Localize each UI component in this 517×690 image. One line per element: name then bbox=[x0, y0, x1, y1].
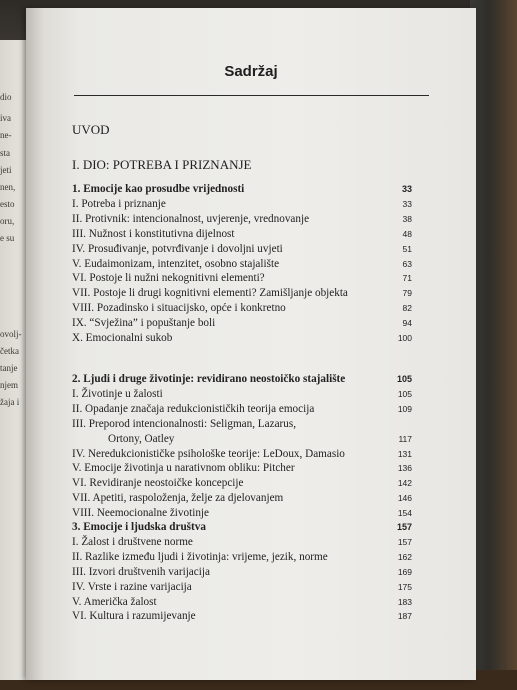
toc-entry bbox=[72, 492, 412, 506]
toc-entry-page: 157 bbox=[397, 537, 412, 548]
toc-entry-page: 131 bbox=[397, 448, 412, 459]
facing-page-fragment: iva bbox=[0, 113, 11, 123]
toc-entry-page: 38 bbox=[402, 214, 412, 225]
book-page bbox=[26, 8, 476, 680]
toc-entry bbox=[72, 198, 412, 212]
toc-chapter-title: 3. Emocije i ljudska društva bbox=[72, 521, 206, 533]
toc-entry bbox=[72, 228, 412, 242]
toc-entry-title: VIII. Neemocionalne životinje bbox=[72, 506, 209, 519]
toc-entry-title: V. Emocije životinja u narativnom obliku: Pitcher bbox=[72, 462, 295, 475]
toc-entry-page: 183 bbox=[397, 596, 412, 607]
toc-entry bbox=[72, 272, 412, 286]
toc-entry-page: 154 bbox=[397, 507, 412, 518]
toc-entry-title: IV. Neredukcionističke psihološke teorije: LeDoux, Damasio bbox=[72, 447, 345, 460]
toc-entry bbox=[72, 507, 412, 521]
toc-entry bbox=[72, 332, 412, 346]
toc-entry-title: III. Nužnost i konstitutivna dijelnost bbox=[72, 228, 235, 240]
toc-entry bbox=[72, 462, 412, 476]
toc-entry-title: I. Potreba i priznanje bbox=[72, 198, 166, 211]
toc-entry bbox=[72, 213, 412, 227]
toc-chapter bbox=[72, 521, 412, 535]
toc-entry-title: III. Preporod intencionalnosti: Seligman, Lazarus, bbox=[72, 418, 297, 430]
toc-entry-title: III. Izvori društvenih varijacija bbox=[72, 566, 210, 578]
toc-entry bbox=[72, 243, 412, 257]
facing-page-fragment: oru, bbox=[0, 216, 15, 226]
toc-entry bbox=[72, 258, 412, 272]
toc-entry-title: V. Eudaimonizam, intenzitet, osobno stajalište bbox=[72, 257, 280, 270]
facing-page-fragment: njem bbox=[0, 380, 18, 390]
toc-entry-title: IX. “Svježina” i popuštanje boli bbox=[72, 316, 216, 329]
toc-entry bbox=[72, 403, 412, 417]
toc-chapter bbox=[72, 183, 412, 197]
page-title: Sadržaj bbox=[224, 63, 278, 80]
toc-entry bbox=[72, 566, 412, 580]
toc-entry-title: VI. Revidiranje neostoičke koncepcije bbox=[72, 477, 244, 490]
toc-entry-page: 48 bbox=[402, 229, 412, 239]
toc-entry-title: VI. Kultura i razumijevanje bbox=[72, 610, 196, 623]
toc-entry-page: 71 bbox=[402, 273, 412, 284]
toc-entry-title: IV. Prosuđivanje, potvrđivanje i dovoljni uvjeti bbox=[72, 242, 283, 255]
part-heading: I. DIO: POTREBA I PRIZNANJE bbox=[72, 157, 252, 172]
toc-entry bbox=[72, 581, 412, 595]
toc-entry-page: 162 bbox=[397, 552, 412, 563]
facing-page-fragment: esto bbox=[0, 199, 15, 209]
toc-entry-page: 79 bbox=[402, 288, 412, 299]
toc-entry-title: I. Žalost i društvene norme bbox=[72, 536, 193, 549]
toc-entry bbox=[72, 448, 412, 462]
toc-entry bbox=[72, 287, 412, 301]
toc-chapter-page: 105 bbox=[396, 374, 412, 384]
toc-entry-page: 82 bbox=[402, 303, 412, 313]
toc-entry bbox=[72, 610, 412, 624]
toc-entry-title: VIII. Pozadinsko i situacijsko, opće i konkretno bbox=[72, 302, 286, 314]
toc-chapter-title: 1. Emocije kao prosudbe vrijednosti bbox=[72, 183, 245, 195]
toc-entry-title: I. Životinje u žalosti bbox=[72, 388, 163, 401]
facing-page-fragment: jeti bbox=[0, 165, 12, 175]
toc-entry bbox=[72, 596, 412, 610]
background-right bbox=[470, 0, 517, 690]
toc-entry-page: 187 bbox=[397, 611, 412, 622]
toc-entry-page: 109 bbox=[397, 404, 412, 415]
toc-entry bbox=[72, 317, 412, 331]
facing-page-fragment: četka bbox=[0, 346, 19, 356]
toc-entry-title: VII. Apetiti, raspoloženja, želje za djelovanjem bbox=[72, 492, 284, 504]
toc-entry-page: 33 bbox=[402, 199, 412, 210]
toc-entry-title: VI. Postoje li nužni nekognitivni elementi? bbox=[72, 272, 265, 285]
facing-page-fragment: dio bbox=[0, 92, 12, 102]
facing-page-fragment: ne- bbox=[0, 130, 12, 140]
toc-chapter-page: 33 bbox=[401, 184, 412, 194]
toc-entry bbox=[72, 418, 412, 432]
toc-chapter-page: 157 bbox=[396, 522, 412, 532]
toc-entry-page: 136 bbox=[397, 463, 412, 474]
toc-entry bbox=[72, 551, 412, 565]
facing-page-fragment: tanje bbox=[0, 363, 18, 373]
toc-entry bbox=[72, 477, 412, 491]
toc-entry-title: II. Protivnik: intencionalnost, uvjerenje, vrednovanje bbox=[72, 213, 310, 226]
toc-entry-page: 105 bbox=[397, 389, 412, 400]
toc-entry bbox=[72, 536, 412, 550]
toc-entry-title: Ortony, Oatley bbox=[108, 432, 175, 445]
facing-page-fragment: žaja i bbox=[0, 397, 20, 407]
facing-page-fragment: nen, bbox=[0, 182, 16, 192]
title-divider bbox=[74, 95, 429, 96]
toc-entry-title: II. Razlike između ljudi i životinja: vrijeme, jezik, norme bbox=[72, 551, 328, 564]
toc-chapter bbox=[72, 373, 412, 387]
toc-entry-page: 100 bbox=[397, 332, 412, 343]
toc-entry bbox=[72, 433, 412, 447]
uvod-heading: UVOD bbox=[72, 122, 110, 137]
facing-page-fragment: ovolj- bbox=[0, 329, 22, 339]
toc-entry-page: 63 bbox=[402, 258, 412, 269]
toc-entry-title: II. Opadanje značaja redukcionističkih teorija emocija bbox=[72, 403, 315, 416]
toc-entry-title: V. Američka žalost bbox=[72, 595, 157, 608]
toc-entry-title: X. Emocionalni sukob bbox=[72, 331, 173, 344]
toc-entry-page: 142 bbox=[397, 478, 412, 489]
toc-entry bbox=[72, 388, 412, 402]
toc-entry-title: VII. Postoje li drugi kognitivni elementi? Zamišljanje objekta bbox=[72, 287, 348, 300]
toc-entry bbox=[72, 302, 412, 316]
facing-page-fragment: e su bbox=[0, 233, 15, 243]
toc-entry-page: 146 bbox=[397, 493, 412, 503]
toc-entry-page: 51 bbox=[402, 243, 412, 254]
toc-entry-title: IV. Vrste i razine varijacija bbox=[72, 580, 192, 593]
toc-entry-page: 94 bbox=[402, 317, 412, 328]
toc-chapter-title: 2. Ljudi i druge životinje: revidirano neostoičko stajalište bbox=[72, 373, 346, 385]
toc-entry-page: 169 bbox=[397, 567, 412, 577]
toc-entry-page: 117 bbox=[398, 433, 412, 444]
toc-entry-page: 175 bbox=[397, 581, 412, 592]
facing-page-fragment: sta bbox=[0, 148, 10, 158]
